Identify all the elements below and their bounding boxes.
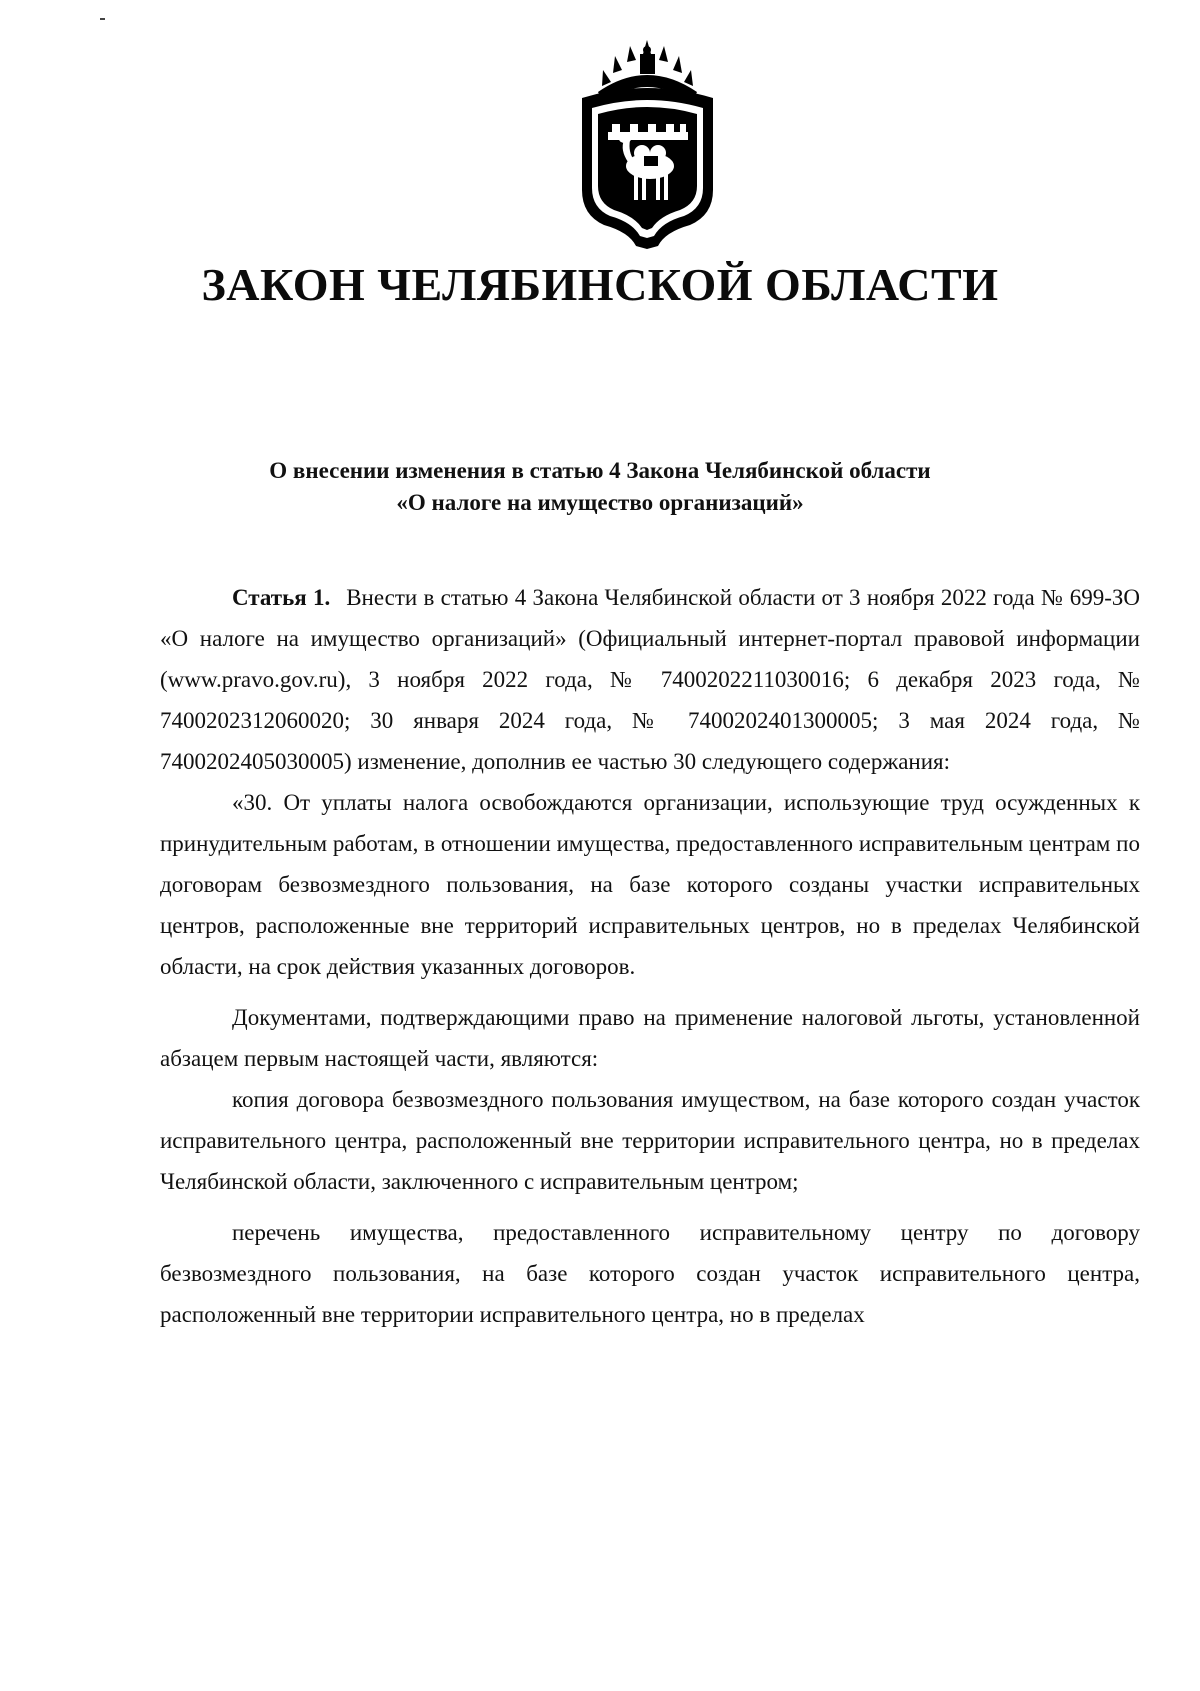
- part-30-paragraph-4: перечень имущества, предоставленного исправительному центру по договору безвозмездного пользования, на базе которого создан участок исправительного центра, расположенный вне территории исправительного центра, но в пределах: [160, 1220, 1140, 1327]
- law-subtitle: [0, 455, 1200, 519]
- chelyabinsk-coat-of-arms-icon: [570, 40, 725, 250]
- article-1-text: Внести в статью 4 Закона Челябинской области от 3 ноября 2022 года № 699-ЗО «О налоге на имущество организаций» (Официальный интернет-портал правовой информации (www.pravo.gov.ru), 3 ноября 2022 года, № 7400202211030016; 6 декабря 2023 года, № 7400202312060020; 30 января 2024 года, № 7400202401300005; 3 мая 2024 года, № 7400202405030005) изменение, дополнив ее частью 30 следующего содержания:: [160, 585, 1140, 774]
- part-30-paragraph-2: Документами, подтверждающими право на применение налоговой льготы, установленной абзацем первым настоящей части, являются:: [160, 1005, 1140, 1071]
- subtitle-line-2: «О налоге на имущество организаций»: [396, 490, 804, 515]
- law-body: [160, 577, 1140, 1335]
- part-30-paragraph-3: копия договора безвозмездного пользования имуществом, на базе которого создан участок исправительного центра, расположенный вне территории исправительного центра, но в пределах Челябинской области, заключенного с исправительным центром;: [160, 1087, 1140, 1194]
- article-1-paragraph: [160, 577, 1140, 782]
- scan-speck: [100, 18, 105, 20]
- article-1-label: Статья 1.: [232, 585, 331, 610]
- part-30-paragraph-1: «30. От уплаты налога освобождаются организации, использующие труд осужденных к принудительным работам, в отношении имущества, предоставленного исправительным центрам по договорам безвозмездного пользования, на базе которого созданы участки исправительных центров, расположенные вне территорий исправительных центров, но в пределах Челябинской области, на срок действия указанных договоров.: [160, 790, 1140, 979]
- law-title: ЗАКОН ЧЕЛЯБИНСКОЙ ОБЛАСТИ: [201, 259, 999, 310]
- subtitle-line-1: О внесении изменения в статью 4 Закона Челябинской области: [269, 458, 931, 483]
